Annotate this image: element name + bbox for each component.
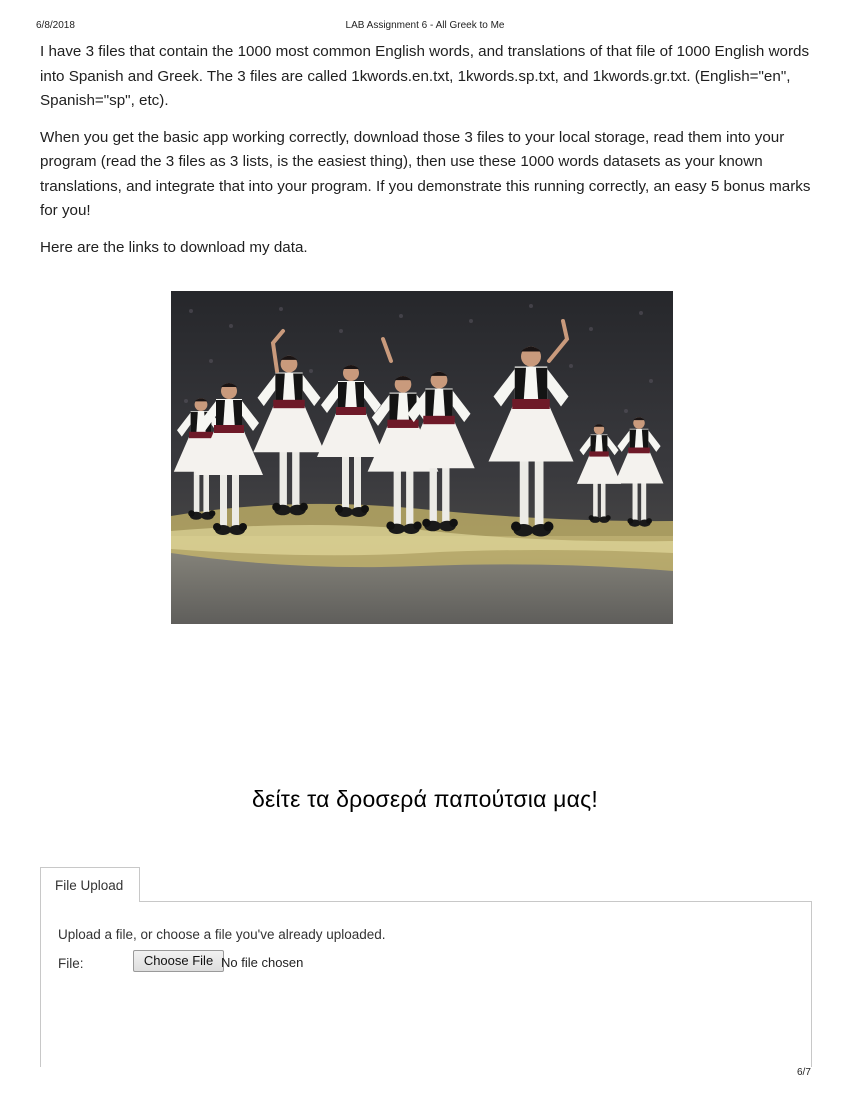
page-number: 6/7 xyxy=(797,1067,811,1078)
no-file-chosen-text: No file chosen xyxy=(221,955,304,970)
file-upload-widget xyxy=(40,867,812,1067)
upload-instructions: Upload a file, or choose a file you've already uploaded. xyxy=(58,927,386,942)
choose-file-button[interactable]: Choose File xyxy=(133,950,224,972)
print-title: LAB Assignment 6 - All Greek to Me xyxy=(345,20,505,31)
print-header xyxy=(0,20,850,34)
upload-panel xyxy=(40,901,812,1067)
paragraph-files-intro: I have 3 files that contain the 1000 most common English words, and translations of that file of 1000 English words into Spanish and Greek. The 3 files are called 1kwords.en.txt, 1kwords.sp.txt, and 1kwords.gr.txt. (English="en", Spanish="sp", etc). xyxy=(40,43,810,109)
file-label: File: xyxy=(58,956,84,971)
paragraph-download-links: Here are the links to download my data. xyxy=(40,238,308,256)
paragraph-bonus-instructions: When you get the basic app working correctly, download those 3 files to your local storage, read them into your program (read the 3 files as 3 lists, is the easiest thing), then use these 1000 words datasets as your known translations, and integrate that into your program. If you demonstrate this running correctly, an easy 5 bonus marks for you! xyxy=(40,128,811,219)
greek-dancers-photo xyxy=(171,291,673,624)
tab-file-upload[interactable]: File Upload xyxy=(40,867,140,902)
print-date: 6/8/2018 xyxy=(36,20,75,31)
greek-caption: δείτε τα δροσερά παπούτσια μας! xyxy=(252,786,598,812)
assignment-text xyxy=(40,40,815,272)
